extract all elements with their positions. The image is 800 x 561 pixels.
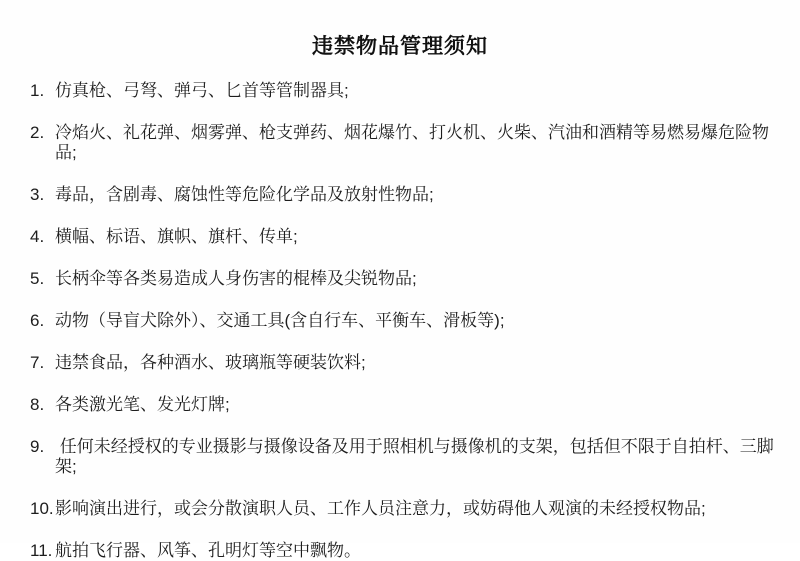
item-text: 影响演出进行，或会分散演职人员、工作人员注意力，或妨碍他人观演的未经授权物品; <box>55 499 706 518</box>
item-text: 任何未经授权的专业摄影与摄像设备及用于照相机与摄像机的支架，包括但不限于自拍杆、三脚架; <box>55 437 774 476</box>
item-number: 6. <box>30 311 45 330</box>
item-text: 违禁食品，各种酒水、玻璃瓶等硬装饮料; <box>55 353 366 372</box>
list-item <box>30 269 782 289</box>
list-item <box>30 499 782 519</box>
item-text: 冷焰火、礼花弹、烟雾弹、枪支弹药、烟花爆竹、打火机、火柴、汽油和酒精等易燃易爆危险物品; <box>55 123 769 162</box>
item-number: 1. <box>30 81 45 100</box>
item-text: 仿真枪、弓弩、弹弓、匕首等管制器具; <box>55 81 349 100</box>
prohibited-items-list <box>0 60 800 561</box>
list-item <box>30 227 782 247</box>
item-text: 横幅、标语、旗帜、旗杆、传单; <box>55 227 298 246</box>
item-text: 动物（导盲犬除外）、交通工具(含自行车、平衡车、滑板等); <box>55 311 505 330</box>
item-text: 航拍飞行器、风筝、孔明灯等空中飘物。 <box>55 541 361 560</box>
item-number: 7. <box>30 353 45 372</box>
list-item <box>30 395 782 415</box>
item-text: 各类激光笔、发光灯牌; <box>55 395 230 414</box>
item-number: 5. <box>30 269 45 288</box>
item-number: 8. <box>30 395 45 414</box>
item-number: 10. <box>30 499 54 518</box>
list-item <box>30 81 782 101</box>
page-title: 违禁物品管理须知 <box>312 35 488 58</box>
list-item <box>30 353 782 373</box>
list-item <box>30 185 782 205</box>
list-item <box>30 541 782 561</box>
item-number: 9. <box>30 437 45 456</box>
item-number: 11. <box>30 541 53 560</box>
item-number: 4. <box>30 227 45 246</box>
item-number: 2. <box>30 123 45 142</box>
list-item <box>30 437 782 477</box>
list-item <box>30 123 782 163</box>
item-text: 长柄伞等各类易造成人身伤害的棍棒及尖锐物品; <box>55 269 417 288</box>
list-item <box>30 311 782 331</box>
item-number: 3. <box>30 185 45 204</box>
item-text: 毒品，含剧毒、腐蚀性等危险化学品及放射性物品; <box>55 185 434 204</box>
